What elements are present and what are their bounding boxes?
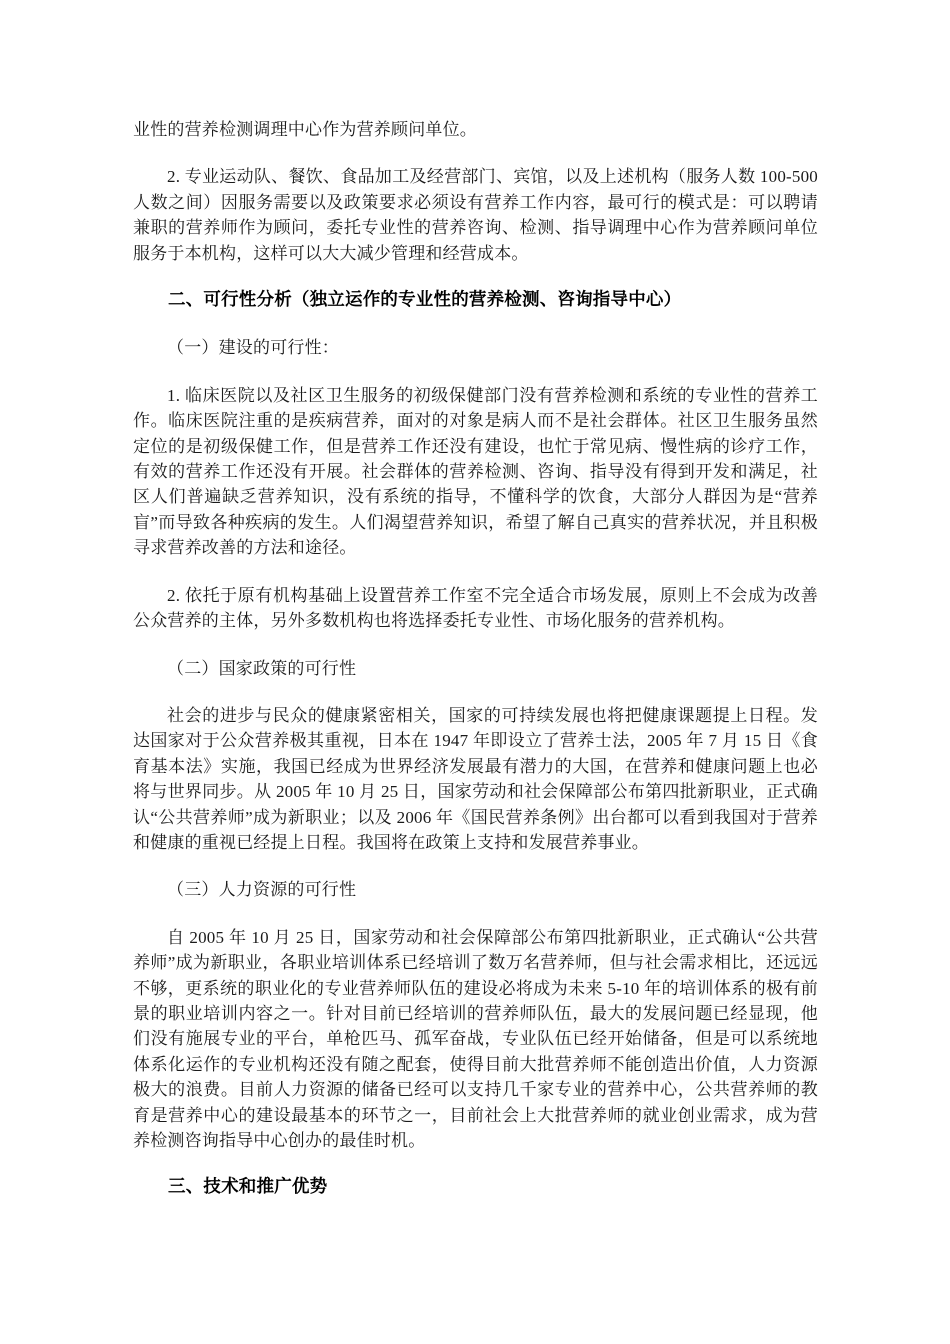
paragraph-human-resources: 自 2005 年 10 月 25 日，国家劳动和社会保障部公布第四批新职业，正式确认“公共营养师”成为新职业，各职业培训体系已经培训了数万名营养师，但与社会需求相比，还远远不够，更系统的职业化的专业营养师队伍的建设必将成为未来 5-10 年的培训体系的极有前景的职业培训内容之一。针对目前已经培训的营养师队伍，最大的发展问题已经显现，他们没有施展专业的平台，单枪匹马、孤军奋战，专业队伍已经开始储备，但是可以系统地体系化运作的专业机构还没有随之配套，使得目前大批营养师不能创造出价值，人力资源极大的浪费。目前人力资源的储备已经可以支持几千家专业的营养中心，公共营养师的教育是营养中心的建设最基本的环节之一，目前社会上大批营养师的就业创业需求，成为营养检测咨询指导中心创办的最佳时机。 <box>133 927 818 1150</box>
paragraph-service-model: 2. 专业运动队、餐饮、食品加工及经营部门、宾馆，以及上述机构（服务人数 100-500 人数之间）因服务需要以及政策要求必须设有营养工作内容，最可行的模式是：可以聘请兼职的营养师作为顾问，委托专业性的营养咨询、检测、指导调理中心作为营养顾问单位服务于本机构，这样可以大大减少管理和经营成本。 <box>133 167 818 263</box>
section-heading-feasibility-analysis: 二、可行性分析（独立运作的专业性的营养检测、咨询指导中心） <box>168 290 682 311</box>
subsection-heading-human-resources-feasibility: （三）人力资源的可行性 <box>167 880 357 900</box>
subsection-heading-national-policy-feasibility: （二）国家政策的可行性 <box>167 658 357 678</box>
paragraph-continuation: 业性的营养检测调理中心作为营养顾问单位。 <box>133 120 477 139</box>
paragraph-existing-institutions: 2. 依托于原有机构基础上设置营养工作室不完全适合市场发展，原则上不会成为改善公众营养的主体，另外多数机构也将选择委托专业性、市场化服务的营养机构。 <box>133 585 818 631</box>
paragraph-national-policy: 社会的进步与民众的健康紧密相关，国家的可持续发展也将把健康课题提上日程。发达国家对于公众营养极其重视，日本在 1947 年即设立了营养士法，2005 年 7 月 15 日《食育基本法》实施，我国已经成为世界经济发展最有潜力的大国，在营养和健康问题上也必将与世界同步。从 2005 年 10 月 25 日，国家劳动和社会保障部公布第四批新职业，正式确认“公共营养师”成为新职业；以及 2006 年《国民营养条例》出台都可以看到我国对于营养和健康的重视已经提上日程。我国将在政策上支持和发展营养事业。 <box>133 705 818 852</box>
subsection-heading-construction-feasibility: （一）建设的可行性： <box>167 338 339 358</box>
paragraph-clinical-hospitals: 1. 临床医院以及社区卫生服务的初级保健部门没有营养检测和系统的专业性的营养工作。临床医院注重的是疾病营养，面对的对象是病人而不是社会群体。社区卫生服务虽然定位的是初级保健工作，但是营养工作还没有建设，也忙于常见病、慢性病的诊疗工作，有效的营养工作还没有开展。社会群体的营养检测、咨询、指导没有得到开发和满足，社区人们普遍缺乏营养知识，没有系统的指导，不懂科学的饮食，大部分人群因为是“营养盲”而导致各种疾病的发生。人们渴望营养知识，希望了解自己真实的营养状况，并且积极寻求营养改善的方法和途径。 <box>133 385 818 558</box>
section-heading-technology-promotion-advantages: 三、技术和推广优势 <box>168 1177 328 1198</box>
